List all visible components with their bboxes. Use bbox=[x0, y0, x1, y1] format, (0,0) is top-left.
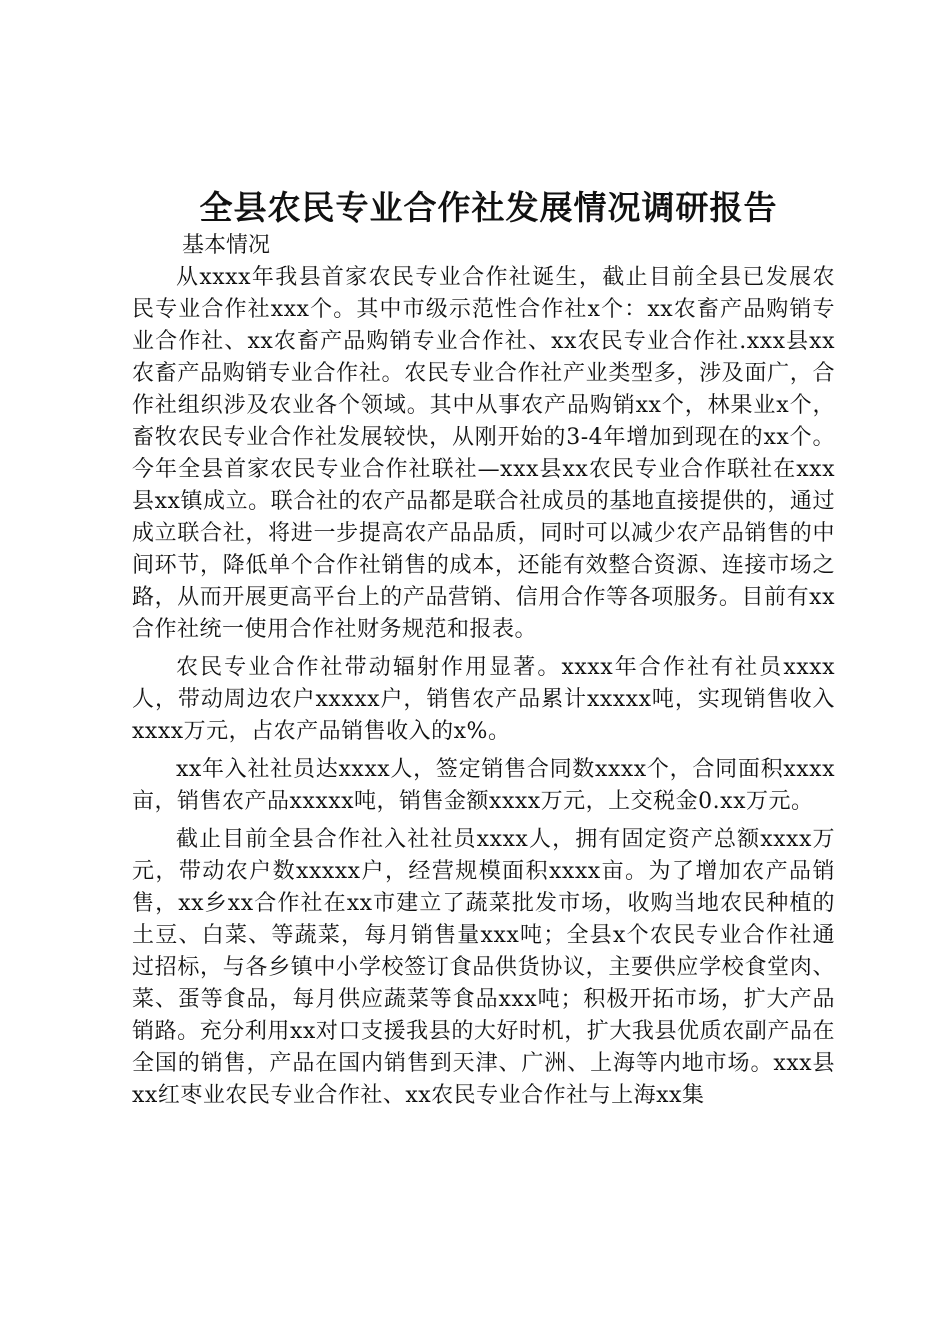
paragraph-overview: 从xxxx年我县首家农民专业合作社诞生，截止目前全县已发展农民专业合作社xxx个。其中市级示范性合作社x个：xx农畜产品购销专业合作社、xx农畜产品购销专业合作社、xx农民专业合作社.xxx县xx农畜产品购销专业合作社。农民专业合作社产业类型多，涉及面广，合作社组织涉及农业各个领域。其中从事农产品购销xx个，林果业x个，畜牧农民专业合作社发展较快，从刚开始的3-4年增加到现在的xx个。今年全县首家农民专业合作社联社—xxx县xx农民专业合作联社在xxx县xx镇成立。联合社的农产品都是联合社成员的基地直接提供的，通过成立联合社，将进一步提高农产品品质，同时可以减少农产品销售的中间环节，降低单个合作社销售的成本，还能有效整合资源、连接市场之路，从而开展更高平台上的产品营销、信用合作等各项服务。目前有xx合作社统一使用合作社财务规范和报表。 bbox=[132, 265, 835, 642]
document-title: 全县农民专业合作社发展情况调研报告 bbox=[199, 188, 778, 227]
section-heading: 基本情况 bbox=[182, 233, 271, 258]
paragraph-assets: 截止目前全县合作社入社社员xxxx人，拥有固定资产总额xxxx万元，带动农户数xxxxx户，经营规模面积xxxx亩。为了增加农产品销售，xx乡xx合作社在xx市建立了蔬菜批发市场，收购当地农民种植的土豆、白菜、等蔬菜，每月销售量xxx吨；全县x个农民专业合作社通过招标，与各乡镇中小学校签订食品供货协议，主要供应学校食堂肉、菜、蛋等食品，每月供应蔬菜等食品xxx吨；积极开拓市场，扩大产品销路。充分利用xx对口支援我县的大好时机，扩大我县优质农副产品在全国的销售，产品在国内销售到天津、广洲、上海等内地市场。xxx县xx红枣业农民专业合作社、xx农民专业合作社与上海xx集 bbox=[132, 827, 835, 1108]
paragraph-members: xx年入社社员达xxxx人，签定销售合同数xxxx个，合同面积xxxx亩，销售农产品xxxxx吨，销售金额xxxx万元，上交税金0.xx万元。 bbox=[132, 757, 835, 814]
paragraph-impact: 农民专业合作社带动辐射作用显著。xxxx年合作社有社员xxxx人，带动周边农户xxxxx户，销售农产品累计xxxxx吨，实现销售收入xxxx万元，占农产品销售收入的x%。 bbox=[132, 655, 835, 744]
